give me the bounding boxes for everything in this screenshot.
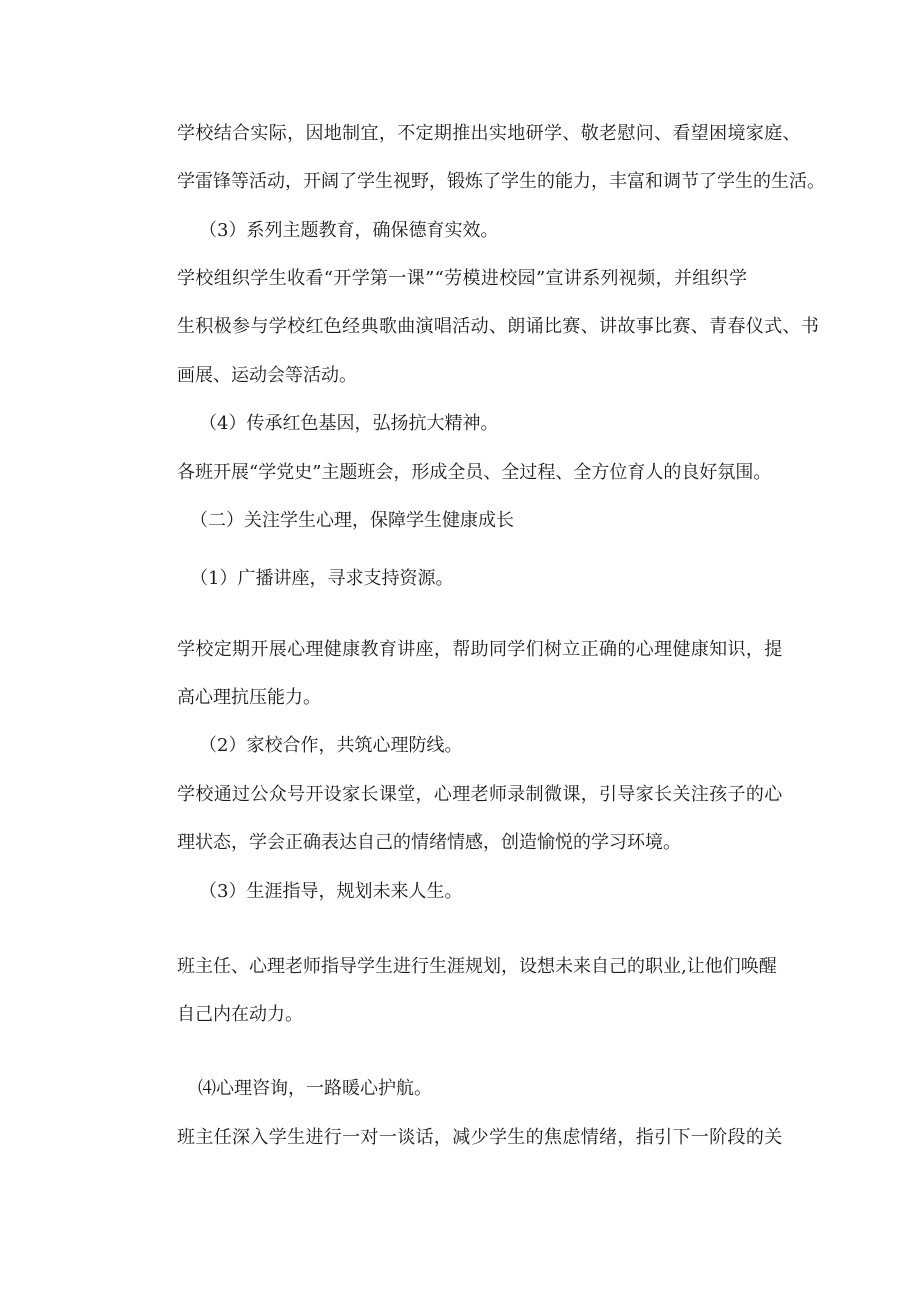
paragraph-line: 各班开展“学党史”主题班会，形成全员、全过程、全方位育人的良好氛围。 [177,462,772,483]
paragraph-line: 学校定期开展心理健康教育讲座，帮助同学们树立正确的心理健康知识，提 [177,639,783,660]
section-heading: （1）广播讲座，寻求支持资源。 [190,568,454,589]
paragraph-line: 理状态，学会正确表达自己的情绪情感，创造愉悦的学习环境。 [177,832,681,853]
paragraph-line: 学校结合实际，因地制宜，不定期推出实地研学、敬老慰问、看望困境家庭、 [177,123,801,144]
section-heading: ⑷心理咨询，一路暖心护航。 [198,1078,432,1099]
paragraph-line: 学校组织学生收看“开学第一课”“劳模进校园”宣讲系列视频，并组织学 [177,268,748,289]
chapter-heading: （二）关注学生心理，保障学生健康成长 [190,510,514,531]
section-heading: （3）系列主题教育，确保德育实效。 [199,220,499,241]
section-heading: （3）生涯指导，规划未来人生。 [199,881,463,902]
paragraph-line: 画展、运动会等活动。 [177,365,357,386]
paragraph-line: 高心理抗压能力。 [177,687,321,708]
paragraph-line: 班主任深入学生进行一对一谈话，减少学生的焦虑情绪，指引下一阶段的关 [177,1127,783,1148]
paragraph-line: 学雷锋等活动，开阔了学生视野，锻炼了学生的能力，丰富和调节了学生的生活。 [177,171,825,192]
section-heading: （4）传承红色基因，弘扬抗大精神。 [199,413,499,434]
paragraph-line: 生积极参与学校红色经典歌曲演唱活动、朗诵比赛、讲故事比赛、青春仪式、书 [177,316,820,337]
section-heading: （2）家校合作，共筑心理防线。 [199,735,463,756]
paragraph-line: 学校通过公众号开设家长课堂，心理老师录制微课，引导家长关注孩子的心 [177,784,783,805]
paragraph-line: 自己内在动力。 [177,1004,303,1025]
paragraph-line: 班主任、心理老师指导学生进行生涯规划，设想未来自己的职业,让他们唤醒 [177,956,777,977]
